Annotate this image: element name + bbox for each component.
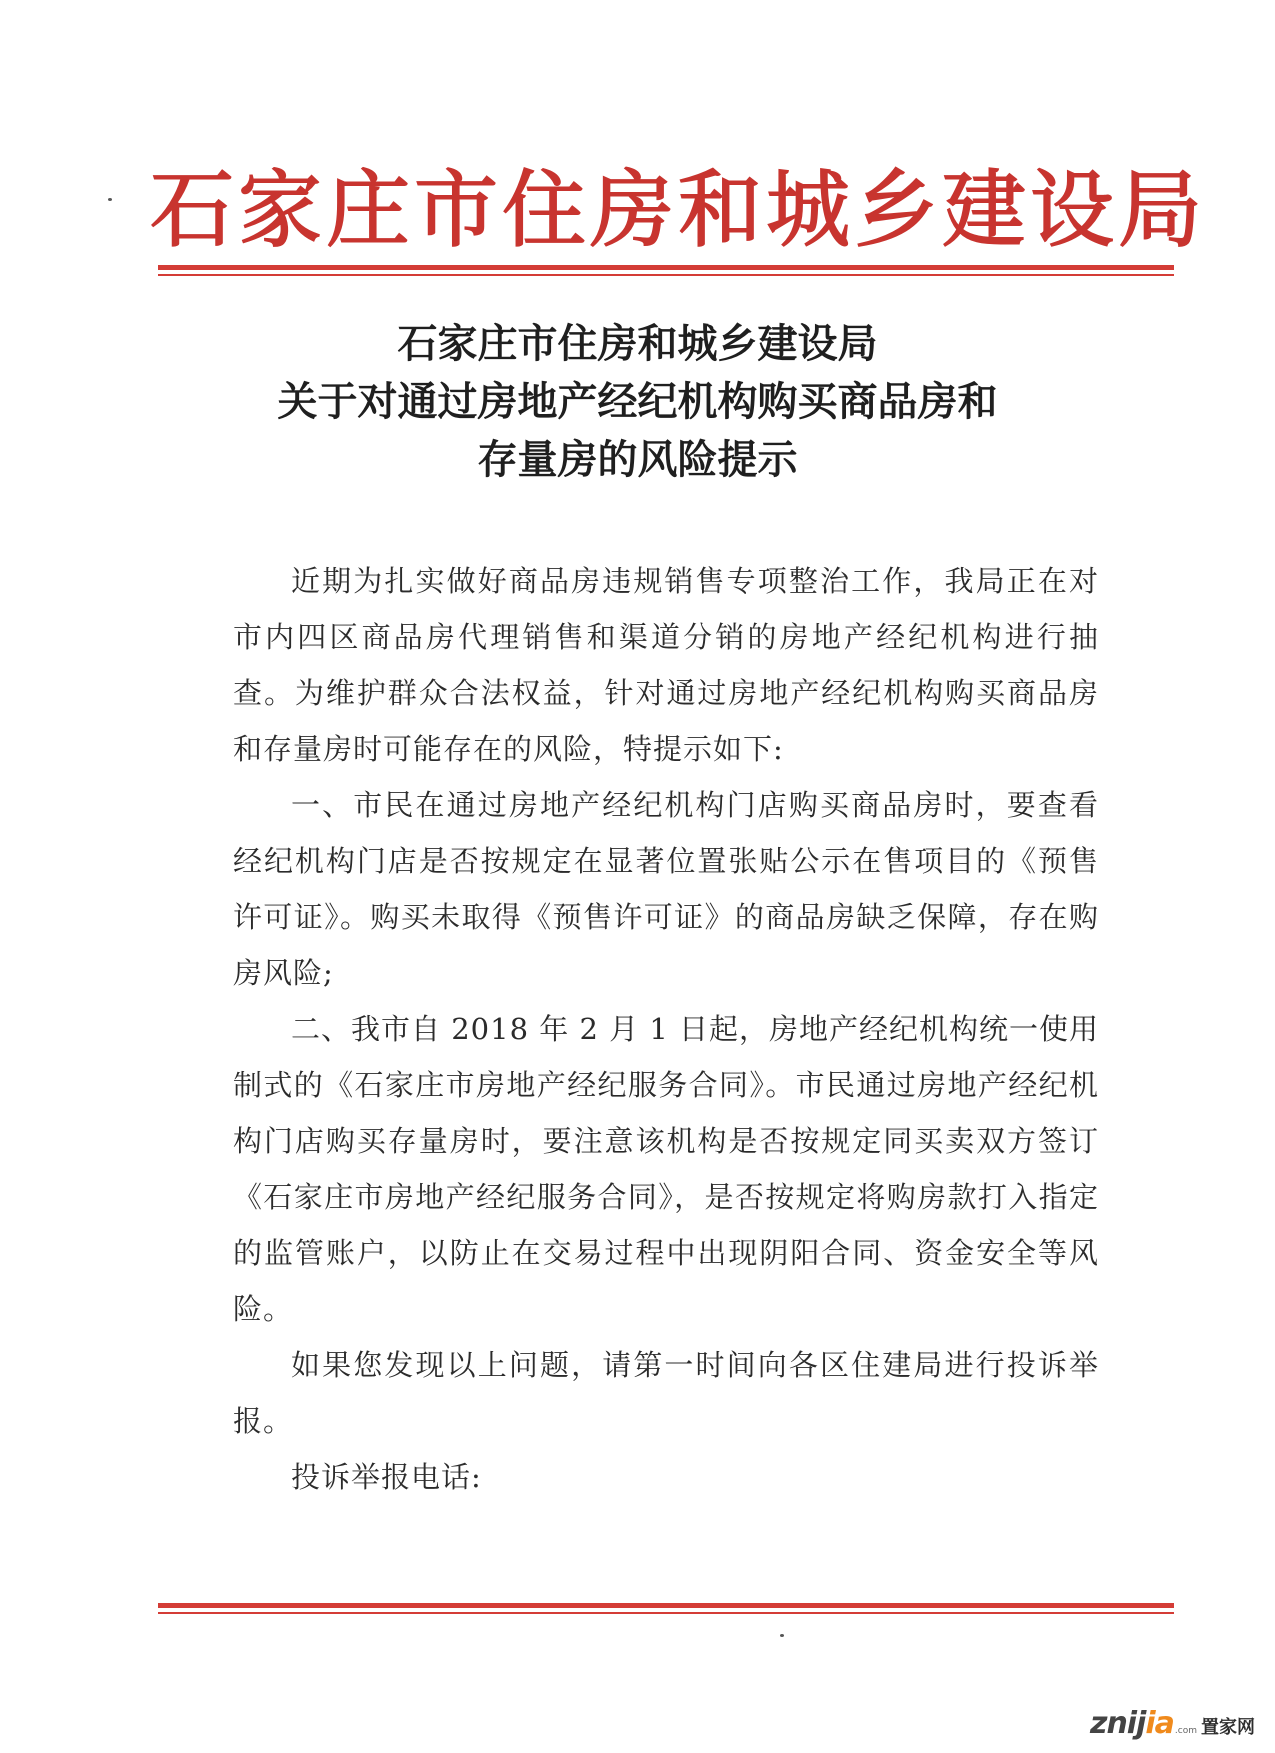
rule-thick-line: [158, 265, 1174, 270]
body-paragraph-intro: 近期为扎实做好商品房违规销售专项整治工作，我局正在对市内四区商品房代理销售和渠道分销的房地产经纪机构进行抽查。为维护群众合法权益，针对通过房地产经纪机构购买商品房和存量房时可能存在的风险，特提示如下:: [233, 564, 1099, 766]
body-paragraph-item-1: 一、市民在通过房地产经纪机构门店购买商品房时，要查看经纪机构门店是否按规定在显著位置张贴公示在售项目的《预售许可证》。购买未取得《预售许可证》的商品房缺乏保障，存在购房风险;: [233, 788, 1099, 990]
site-watermark: [1090, 1706, 1255, 1741]
rule-thick-line: [158, 1603, 1174, 1608]
scan-speck: [780, 1634, 784, 1637]
body-paragraph-item-2: 二、我市自 2018 年 2 月 1 日起，房地产经纪机构统一使用制式的《石家庄市房地产经纪服务合同》。市民通过房地产经纪机构门店购买存量房时，要注意该机构是否按规定同买卖双方签订《石家庄市房地产经纪服务合同》，是否按规定将购房款打入指定的监管账户，以防止在交易过程中出现阴阳合同、资金安全等风险。: [233, 1012, 1100, 1326]
letterhead-org-name: 石家庄市住房和城乡建设局: [150, 161, 1207, 259]
title-line-1: 石家庄市住房和城乡建设局: [397, 321, 878, 367]
body-paragraph-hotline: 投诉举报电话:: [291, 1460, 482, 1494]
scan-speck: [108, 198, 112, 201]
watermark-logo: znijia: [1089, 1706, 1174, 1741]
rule-thin-line: [158, 274, 1174, 276]
footer-red-rule: [158, 1603, 1174, 1614]
title-line-2: 关于对通过房地产经纪机构购买商品房和: [277, 379, 998, 425]
watermark-site-name: 置家网: [1201, 1717, 1255, 1738]
watermark-domain-suffix: .com: [1174, 1726, 1197, 1736]
title-line-3: 存量房的风险提示: [477, 437, 798, 483]
document-body: [233, 553, 1099, 1505]
letterhead-red-rule: [158, 265, 1174, 276]
rule-thin-line: [158, 1612, 1174, 1614]
body-paragraph-report: 如果您发现以上问题，请第一时间向各区住建局进行投诉举报。: [233, 1348, 1099, 1438]
document-title: [150, 315, 1125, 489]
